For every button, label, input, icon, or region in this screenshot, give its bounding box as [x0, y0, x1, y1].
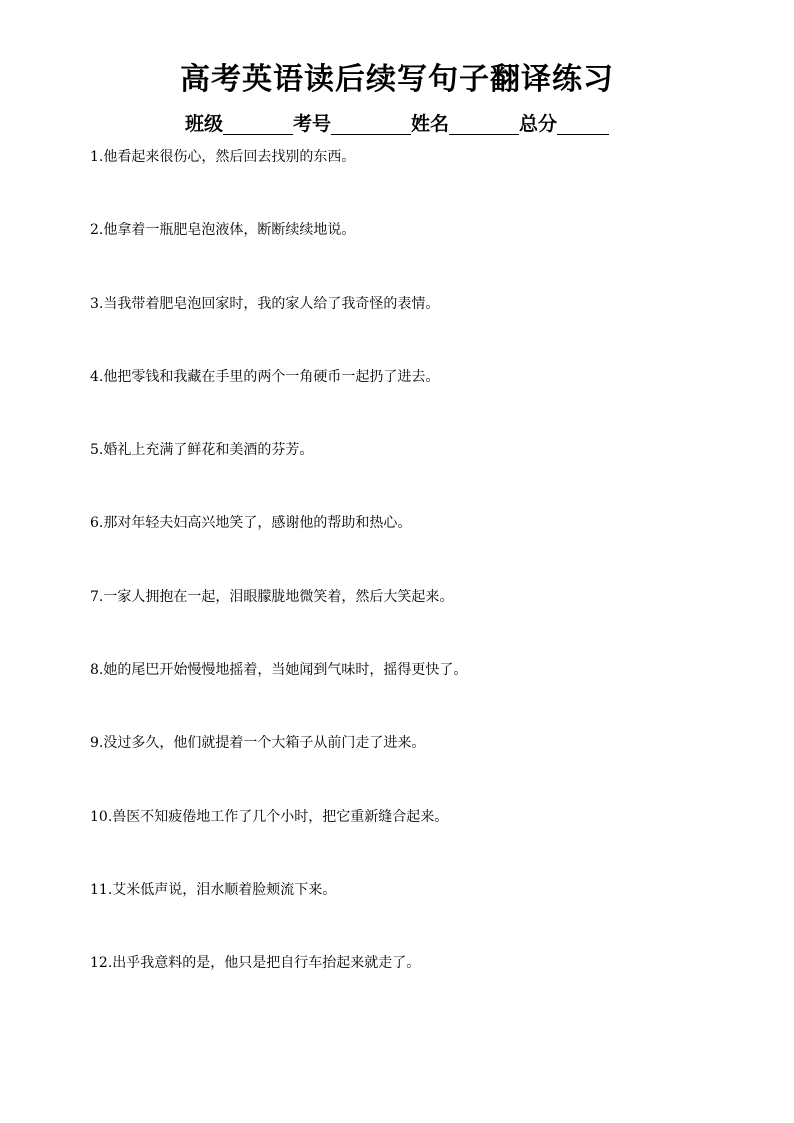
exam-number-blank [331, 114, 411, 135]
class-blank [223, 114, 293, 135]
question-item: 1.他看起来很伤心，然后回去找别的东西。 [90, 149, 356, 165]
question-list [90, 145, 730, 1025]
question-item: 9.没过多久，他们就提着一个大箱子从前门走了进来。 [90, 735, 426, 752]
question-item: 11.艾米低声说，泪水顺着脸颊流下来。 [90, 881, 337, 898]
question-item: 8.她的尾巴开始慢慢地摇着，当她闻到气味时，摇得更快了。 [90, 662, 468, 679]
question-item: 4.他把零钱和我藏在手里的两个一角硬币一起扔了进去。 [90, 368, 440, 385]
question-item: 6.那对年轻夫妇高兴地笑了，感谢他的帮助和热心。 [90, 515, 412, 532]
total-score-label: 总分 [519, 113, 558, 135]
exam-number-label: 考号 [292, 113, 331, 135]
total-score-blank [557, 114, 609, 135]
page-title: 高考英语读后续写句子翻译练习 [180, 62, 614, 97]
question-item: 7.一家人拥抱在一起，泪眼朦胧地微笑着，然后大笑起来。 [90, 588, 454, 605]
question-item: 10.兽医不知疲倦地工作了几个小时，把它重新缝合起来。 [90, 808, 449, 825]
class-label: 班级 [184, 113, 223, 135]
student-info-line [0, 110, 794, 138]
name-blank [449, 114, 519, 135]
question-item: 3.当我带着肥皂泡回家时，我的家人给了我奇怪的表情。 [90, 295, 440, 312]
question-item: 2.他拿着一瓶肥皂泡液体，断断续续地说。 [90, 222, 356, 239]
question-item: 5.婚礼上充满了鲜花和美酒的芬芳。 [90, 442, 314, 459]
name-label: 姓名 [411, 113, 450, 135]
question-item: 12.出乎我意料的是，他只是把自行车抬起来就走了。 [90, 955, 421, 972]
